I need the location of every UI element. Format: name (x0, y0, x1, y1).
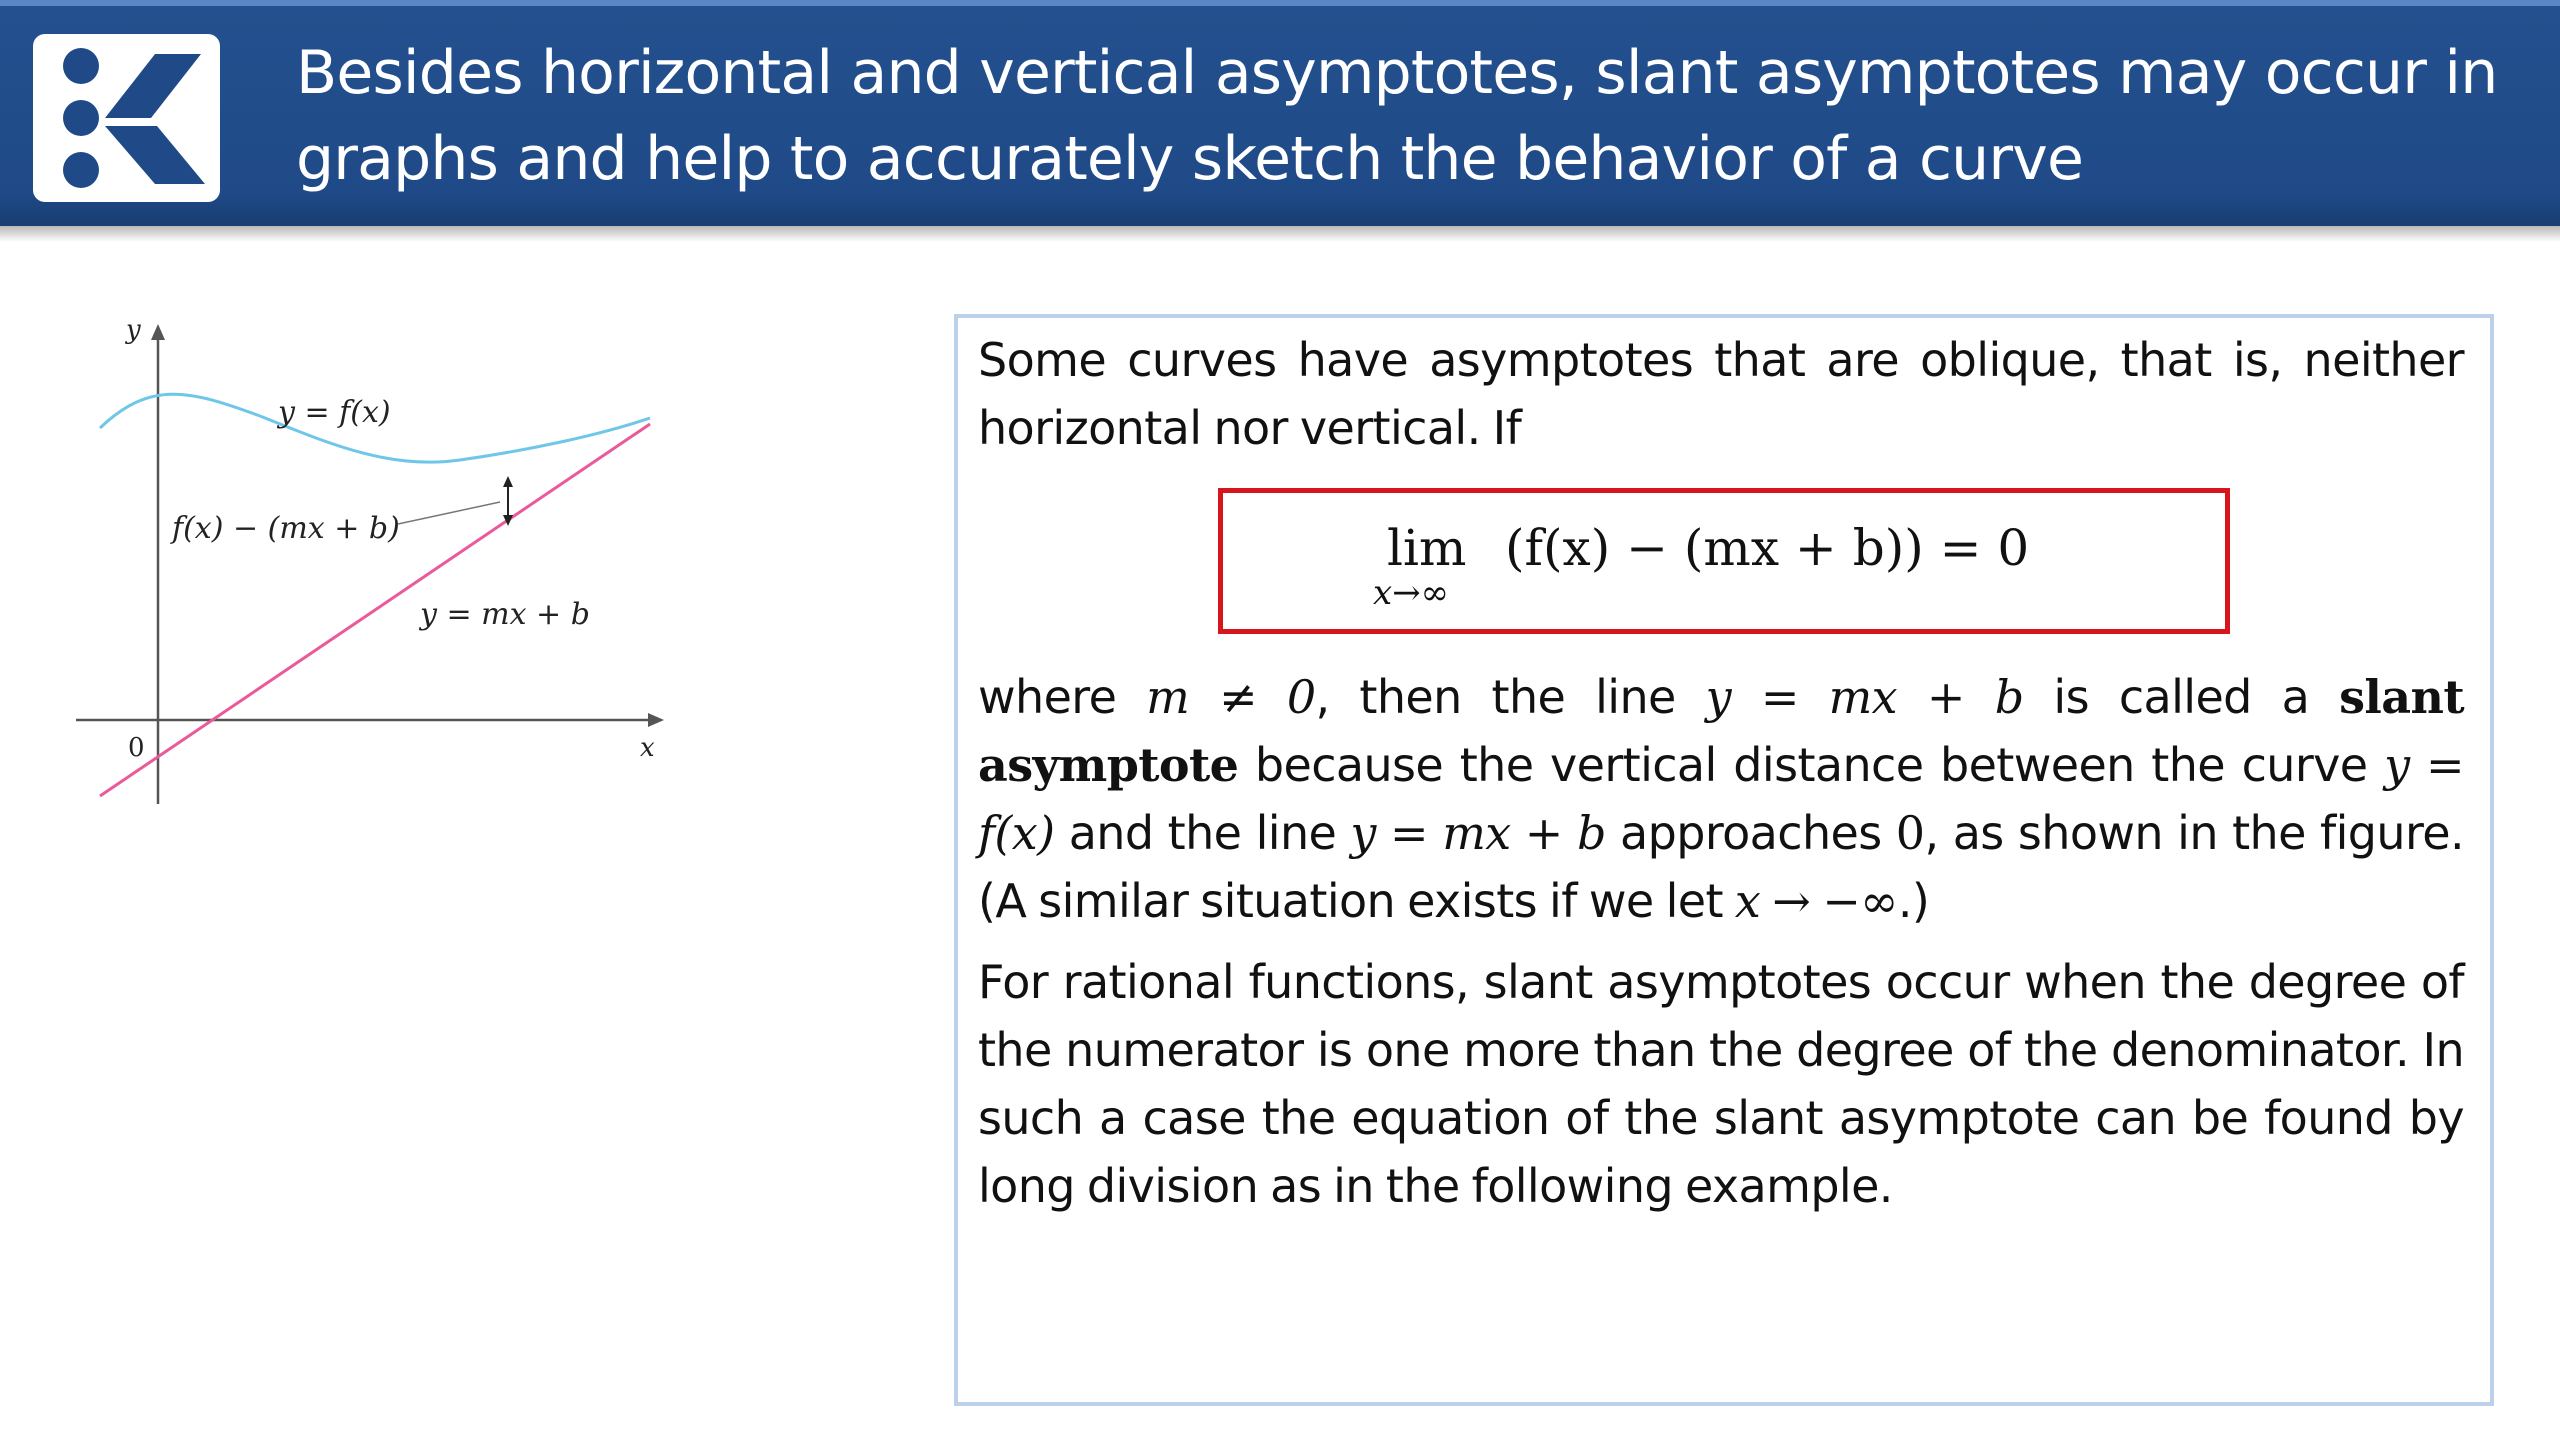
y-axis-arrow-icon (151, 324, 165, 340)
text-span: .) (1897, 874, 1930, 928)
text-span: because the vertical distance between the curve (1238, 738, 2385, 792)
math-m-nonzero: m ≠ 0 (1146, 670, 1316, 724)
definition-paragraph (978, 663, 2464, 935)
text-span: is called a (2023, 670, 2340, 724)
limit-expression: (f(x) − (mx + b)) = 0 (1505, 519, 2030, 577)
text-span: , then the line (1315, 670, 1706, 724)
slide-title: Besides horizontal and vertical asymptotes, slant asymptotes may occur in graphs and help to accurately sketch the behavior of a curve (296, 38, 2498, 194)
intro-paragraph: Some curves have asymptotes that are oblique, that is, neither horizontal nor vertical. If (978, 333, 2464, 455)
figure-graphic (60, 310, 680, 820)
limit-subscript: x→∞ (1373, 573, 1449, 613)
banner-shadow (0, 226, 2560, 242)
text-span: approaches (1605, 806, 1896, 860)
limit-equation-box (1218, 488, 2230, 634)
arrow-down-icon (503, 515, 513, 526)
line-label: y = mx + b (420, 597, 590, 632)
arrow-up-icon (503, 476, 513, 487)
title-banner (0, 0, 2560, 226)
math-line-eq: y = mx + b (1705, 670, 2024, 724)
k-logo-icon (33, 34, 220, 202)
origin-label: 0 (128, 733, 145, 763)
math-curve-eq: y = f(x) (978, 738, 2464, 860)
asymptote-figure (60, 310, 680, 820)
math-line-eq: y = mx + b (1350, 806, 1606, 860)
x-axis-arrow-icon (648, 713, 664, 727)
label-leader-line (398, 502, 500, 524)
content-panel (954, 314, 2494, 1406)
text-span: where (978, 670, 1147, 724)
term-slant-asymptote: slant asymptote (978, 670, 2464, 792)
x-axis-label: x (640, 733, 655, 763)
distance-label: f(x) − (mx + b) (172, 511, 400, 546)
limit-operator: lim (1387, 519, 1467, 577)
math-zero: 0 (1895, 806, 1925, 860)
text-span: , as shown in the figure. (A similar situation exists if we let (978, 806, 2464, 928)
y-axis-label: y (126, 315, 141, 345)
rational-functions-paragraph: For rational functions, slant asymptotes occur when the degree of the numerator is one more than the degree of the denominator. In such a case the equation of the slant asymptote can be found by long division as in the following example. (978, 955, 2464, 1213)
text-span: and the line (1054, 806, 1351, 860)
brand-logo (33, 34, 220, 202)
curve-label: y = f(x) (278, 395, 391, 430)
math-x-to-neg-inf: x → −∞ (1734, 874, 1898, 928)
